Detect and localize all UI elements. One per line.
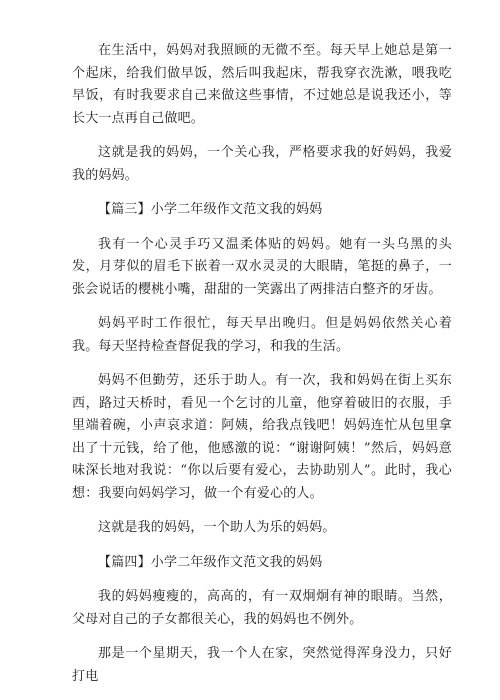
paragraph-conclusion-2: 这就是我的妈妈，一个助人为乐的妈妈。 xyxy=(98,520,336,535)
section-heading-3: 【篇三】小学二年级作文范文我的妈妈 xyxy=(98,202,323,217)
paragraph-mother-appearance: 我有一个心灵手巧又温柔体贴的妈妈。她有一头乌黑的头发，月芽似的眉毛下嵌着一双水灵灵的大眼睛，笔挺的鼻子，一张会说话的樱桃小嘴，甜甜的一笑露出了两排洁白整齐的牙齿。 xyxy=(72,236,452,297)
paragraph-mother-slim: 我的妈妈瘦瘦的，高高的，有一双炯炯有神的眼睛。当然，父母对自己的子女都很关心，我的妈妈也不例外。 xyxy=(72,589,452,627)
paragraph-mother-busy: 妈妈平时工作很忙，每天早出晚归。但是妈妈依然关心着我。每天坚持检查督促我的学习，和我的生活。 xyxy=(72,316,452,354)
paragraph-mother-care: 在生活中，妈妈对我照顾的无微不至。每天早上她总是第一个起床，给我们做早饭，然后叫我起床，帮我穿衣洗漱，喂我吃早饭，有时我要求自己来做这些事情，不过她总是说我还小，等长大一点再自己做吧。 xyxy=(72,43,452,126)
paragraph-sunday: 那是一个星期天，我一个人在家，突然觉得浑身没力，只好打电 xyxy=(72,646,452,684)
document-body xyxy=(72,40,452,700)
paragraph-mother-helpful: 妈妈不但勤劳，还乐于助人。有一次，我和妈妈在街上买东西，路过天桥时，看见一个乞讨的儿童，他穿着破旧的衣服，手里端着碗，小声哀求道：阿姨，给我点钱吧！妈妈连忙从包里拿出了十元钱，给了他，他感激的说：“谢谢阿姨！”然后，妈妈意味深长地对我说：“你以后要有爱心，去协助别人”。此时，我心想：我要向妈妈学习，做一个有爱心的人。 xyxy=(72,373,452,501)
paragraph-conclusion-1: 这就是我的妈妈，一个关心我，严格要求我的好妈妈，我爱我的妈妈。 xyxy=(72,145,452,183)
section-heading-4: 【篇四】小学二年级作文范文我的妈妈 xyxy=(98,554,323,570)
